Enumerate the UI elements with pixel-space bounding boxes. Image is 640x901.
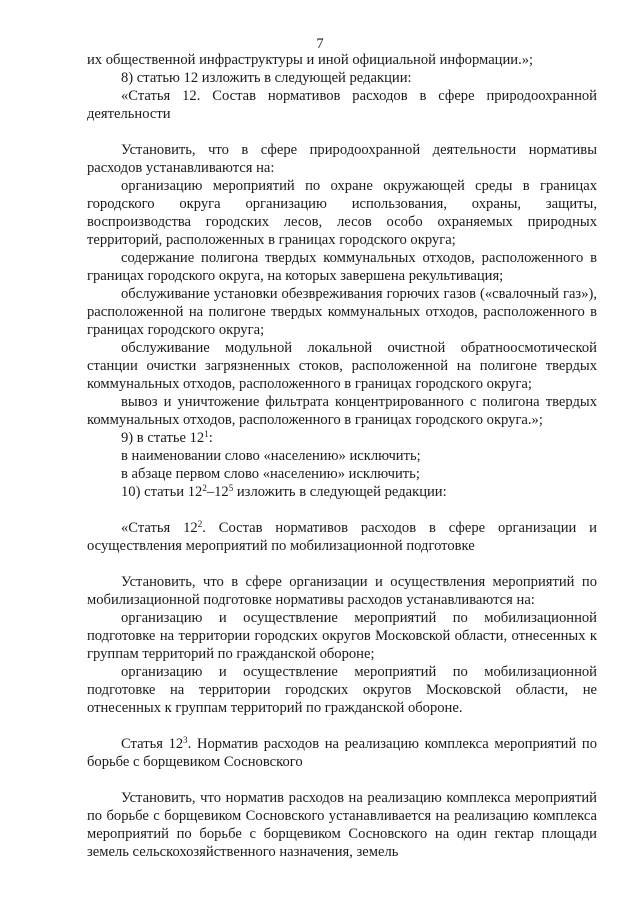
text-run: . Состав нормативов расходов в сфере организации и осуществления мероприятий по мобилизационной подготовке [87, 520, 597, 554]
text-run: обслуживание модульной локальной очистной обратноосмотической станции очистки загрязненных стоков, расположенной на полигоне твердых коммунальных отходов, расположенного в границах городского округа; [87, 340, 597, 392]
paragraph-gap [87, 717, 597, 735]
text-run: обслуживание установки обезвреживания горючих газов («свалочный газ»), расположенной на полигоне твердых коммунальных отходов, расположенного в границах городского округа; [87, 286, 597, 338]
text-run: организацию и осуществление мероприятий по мобилизационной подготовке на территории городских округов Московской области, не отнесенных к группам территорий по гражданской обороне. [87, 664, 597, 716]
paragraph-l14 [87, 519, 597, 555]
paragraph-l18 [87, 735, 597, 771]
text-run: их общественной инфраструктуры и иной официальной информации.»; [87, 52, 534, 68]
text-run: «Статья 12 [121, 520, 198, 536]
paragraph-l03 [87, 87, 597, 123]
text-run: в наименовании слово «населению» исключить; [121, 448, 421, 464]
paragraph-l05 [87, 177, 597, 249]
superscript: 5 [228, 483, 234, 493]
document-body [87, 51, 597, 861]
text-run: 10) статьи 12 [121, 484, 203, 500]
text-run: содержание полигона твердых коммунальных отходов, расположенного в границах городского округа, на которых завершена рекультивация; [87, 250, 597, 284]
paragraph-gap [87, 501, 597, 519]
paragraph-l19 [87, 789, 597, 861]
superscript: 2 [202, 483, 207, 493]
text-run: Статья 12 [121, 736, 184, 752]
superscript: 2 [197, 519, 203, 529]
paragraph-l04 [87, 141, 597, 177]
paragraph-gap [87, 771, 597, 789]
paragraph-l08 [87, 339, 597, 393]
text-run: –12 [206, 484, 229, 500]
paragraph-l06 [87, 249, 597, 285]
text-run: изложить в следующей редакции: [233, 484, 447, 500]
text-run: в абзаце первом слово «населению» исключить; [121, 466, 420, 482]
paragraph-l17 [87, 663, 597, 717]
paragraph-l13 [87, 483, 597, 501]
paragraph-gap [87, 555, 597, 573]
paragraph-gap [87, 123, 597, 141]
paragraph-l15 [87, 573, 597, 609]
text-run: . Норматив расходов на реализацию комплекса мероприятий по борьбе с борщевиком Сосновского [87, 736, 597, 770]
text-run: : [208, 430, 213, 446]
text-run: Установить, что норматив расходов на реализацию комплекса мероприятий по борьбе с борщевиком Сосновского устанавливается на реализацию комплекса мероприятий по борьбе с борщевиком Сосновского на один гектар площади земель сельскохозяйственного назначения, земель [87, 790, 597, 860]
paragraph-l16 [87, 609, 597, 663]
text-run: организацию мероприятий по охране окружающей среды в границах городского округа организацию использования, охраны, защиты, воспроизводства городских лесов, лесов особо охраняемых природных территорий, расположенных в границах городского округа; [87, 178, 597, 248]
superscript: 1 [204, 429, 209, 439]
superscript: 3 [183, 735, 188, 745]
paragraph-l01 [87, 51, 597, 69]
page-number: 7 [316, 36, 324, 52]
paragraph-l12 [87, 465, 597, 483]
text-run: «Статья 12. Состав нормативов расходов в сфере природоохранной деятельности [87, 88, 597, 122]
text-run: 8) статью 12 изложить в следующей редакции: [121, 70, 412, 86]
paragraph-l02 [87, 69, 597, 87]
text-run: организацию и осуществление мероприятий по мобилизационной подготовке на территории городских округов Московской области, отнесенных к группам территорий по гражданской обороне; [87, 610, 597, 662]
text-run: Установить, что в сфере природоохранной деятельности нормативы расходов устанавливаются на: [87, 142, 597, 176]
text-run: Установить, что в сфере организации и осуществления мероприятий по мобилизационной подготовке нормативы расходов устанавливаются на: [87, 574, 597, 608]
paragraph-l11 [87, 447, 597, 465]
paragraph-l07 [87, 285, 597, 339]
paragraph-l10 [87, 429, 597, 447]
paragraph-l09 [87, 393, 597, 429]
text-run: вывоз и уничтожение фильтрата концентрированного с полигона твердых коммунальных отходов, расположенного в границах городского округа.»; [87, 394, 597, 428]
text-run: 9) в статье 12 [121, 430, 205, 446]
